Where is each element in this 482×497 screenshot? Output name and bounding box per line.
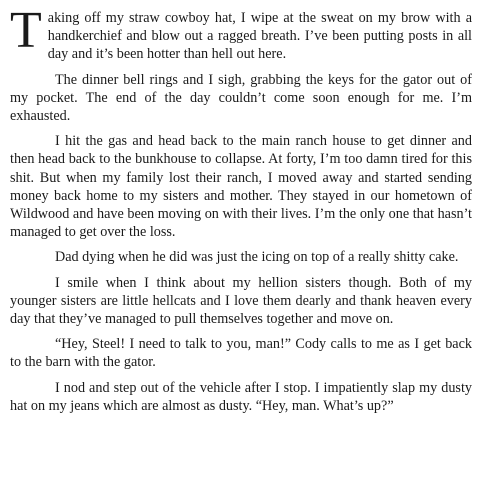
paragraph-1-text: aking off my straw cowboy hat, I wipe at the sweat on my brow with a handkerchief and blow out a ragged breath. I’ve been putting posts in all day and it’s been hotter than hell out here. [47,10,472,63]
paragraph-2: The dinner bell rings and I sigh, grabbing the keys for the gator out of my pocket. The end of the day couldn’t come soon enough for me. I’m exhausted. [10,71,472,125]
drop-cap: T [10,2,42,59]
paragraph-1 [10,2,472,64]
paragraph-7: I nod and step out of the vehicle after I stop. I impatiently slap my dusty hat on my jeans which are almost as dusty. “Hey, man. What’s up?” [10,379,472,414]
paragraph-4: Dad dying when he did was just the icing on top of a really shitty cake. [55,249,459,266]
paragraph-3: I hit the gas and head back to the main ranch house to get dinner and then head back to the bunkhouse to collapse. At forty, I’m too damn tired for this shit. But when my family lost their ranch, I moved away and started sending money back home to my sisters and mother. They stayed in our hometown of Wildwood and have been moving on with their lives. I’m the only one that hasn’t managed to get over the loss. [10,133,472,241]
paragraph-6: “Hey, Steel! I need to talk to you, man!” Cody calls to me as I get back to the barn with the gator. [10,336,472,371]
book-page [10,2,472,422]
paragraph-5: I smile when I think about my hellion sisters though. Both of my younger sisters are little hellcats and I love them dearly and thank heaven every day that they’ve managed to pull themselves together and move on. [10,274,472,328]
